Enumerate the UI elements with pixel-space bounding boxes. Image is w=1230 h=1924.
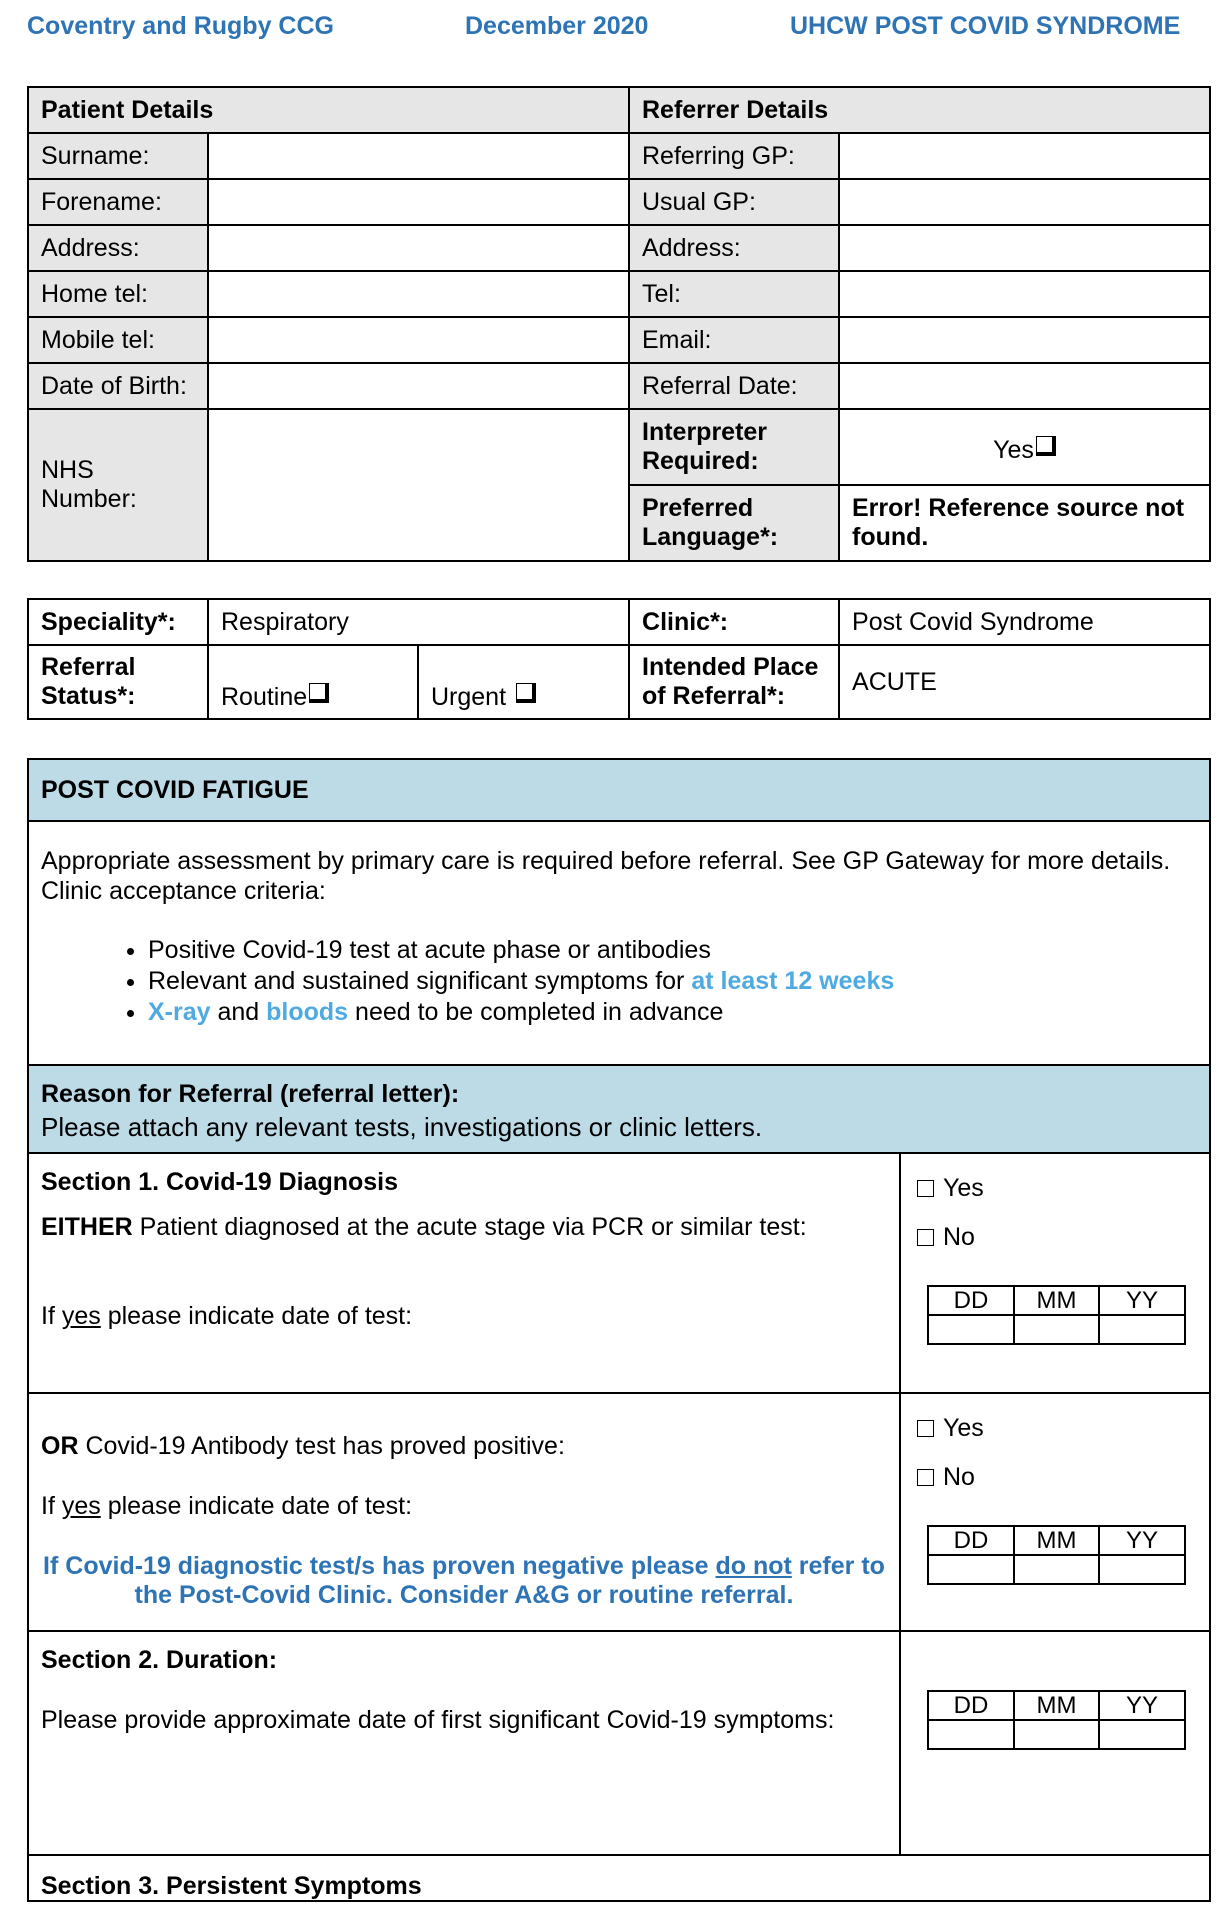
dd-field[interactable] <box>928 1315 1014 1344</box>
referring-gp-label: Referring GP: <box>629 133 839 179</box>
referral-date-field[interactable] <box>839 363 1210 409</box>
mm-header: MM <box>1014 1691 1099 1720</box>
criteria-list <box>41 935 1197 1028</box>
referrer-details-heading: Referrer Details <box>629 87 1210 133</box>
mm-field[interactable] <box>1014 1720 1099 1749</box>
fatigue-table <box>27 758 1211 1902</box>
mm-header: MM <box>1014 1526 1099 1555</box>
surname-field[interactable] <box>208 133 629 179</box>
interpreter-label: Interpreter Required: <box>629 409 839 485</box>
criteria-item: • Relevant and sustained significant symptoms for at least 12 weeks <box>148 966 1197 997</box>
referral-table <box>27 598 1211 720</box>
referrer-address-label: Address: <box>629 225 839 271</box>
mm-field[interactable] <box>1014 1555 1099 1584</box>
usual-gp-field[interactable] <box>839 179 1210 225</box>
or-date-grid <box>927 1525 1186 1585</box>
or-yes-option[interactable]: Yes <box>917 1414 984 1443</box>
either-no-checkbox[interactable] <box>917 1229 934 1246</box>
surname-label: Surname: <box>28 133 208 179</box>
urgent-label: Urgent <box>431 683 507 711</box>
preferred-language-label: Preferred Language*: <box>629 485 839 561</box>
either-date-grid <box>927 1285 1186 1345</box>
usual-gp-label: Usual GP: <box>629 179 839 225</box>
either-yes-checkbox[interactable] <box>917 1180 934 1197</box>
preferred-language-value: Error! Reference source not found. <box>839 485 1210 561</box>
patient-details-heading: Patient Details <box>28 87 629 133</box>
referring-gp-field[interactable] <box>839 133 1210 179</box>
negative-test-warning: If Covid-19 diagnostic test/s has proven negative please do not refer to the Post-Covid Clinic. Consider A&G or routine referral. <box>43 1552 885 1609</box>
section2-answers <box>900 1631 1210 1855</box>
referrer-address-field[interactable] <box>839 225 1210 271</box>
section1-title: Section 1. Covid-19 Diagnosis <box>41 1168 399 1196</box>
section2 <box>28 1631 900 1855</box>
home-tel-field[interactable] <box>208 271 629 317</box>
interpreter-yes-label: Yes <box>993 435 1034 464</box>
clinic-label: Clinic*: <box>629 599 839 645</box>
mm-header: MM <box>1014 1286 1099 1315</box>
referral-status-label: Referral Status*: <box>28 645 208 719</box>
yy-field[interactable] <box>1099 1720 1185 1749</box>
header-date: December 2020 <box>465 12 649 40</box>
dd-header: DD <box>928 1691 1014 1720</box>
referrer-tel-field[interactable] <box>839 271 1210 317</box>
reason-heading: Reason for Referral (referral letter): <box>41 1080 460 1108</box>
or-text: OR Covid-19 Antibody test has proved positive: <box>41 1432 565 1460</box>
dob-field[interactable] <box>208 363 629 409</box>
header-org: Coventry and Rugby CCG <box>27 12 334 40</box>
section1-or-answers <box>900 1393 1210 1631</box>
nhs-number-label: NHS Number: <box>28 409 208 561</box>
email-label: Email: <box>629 317 839 363</box>
mobile-tel-label: Mobile tel: <box>28 317 208 363</box>
clinic-value: Post Covid Syndrome <box>839 599 1210 645</box>
criteria-item: • Positive Covid-19 test at acute phase or antibodies <box>148 935 1197 966</box>
patient-address-label: Address: <box>28 225 208 271</box>
or-no-option[interactable]: No <box>917 1463 975 1492</box>
dd-field[interactable] <box>928 1720 1014 1749</box>
either-yes-option[interactable]: Yes <box>917 1174 984 1203</box>
yy-field[interactable] <box>1099 1555 1185 1584</box>
fatigue-intro: Appropriate assessment by primary care is required before referral. See GP Gateway for more details. Clinic acceptance criteria: <box>41 847 1171 905</box>
either-no-option[interactable]: No <box>917 1223 975 1252</box>
either-date-prompt: If yes please indicate date of test: <box>41 1302 413 1330</box>
referrer-tel-label: Tel: <box>629 271 839 317</box>
nhs-number-field[interactable] <box>208 409 629 561</box>
urgent-option <box>418 645 629 719</box>
routine-checkbox[interactable] <box>309 683 329 703</box>
section2-title: Section 2. Duration: <box>41 1646 278 1674</box>
symptoms-date-grid <box>927 1690 1186 1750</box>
referral-date-label: Referral Date: <box>629 363 839 409</box>
urgent-checkbox[interactable] <box>516 683 536 703</box>
header-title: UHCW POST COVID SYNDROME <box>790 12 1181 40</box>
dd-field[interactable] <box>928 1555 1014 1584</box>
or-date-prompt: If yes please indicate date of test: <box>41 1492 413 1520</box>
intended-place-label: Intended Place of Referral*: <box>629 645 839 719</box>
section2-text: Please provide approximate date of first significant Covid-19 symptoms: <box>41 1706 835 1734</box>
section1-either-answers <box>900 1153 1210 1393</box>
dob-label: Date of Birth: <box>28 363 208 409</box>
dd-header: DD <box>928 1526 1014 1555</box>
section3-title: Section 3. Persistent Symptoms <box>28 1855 1210 1901</box>
reason-subtext: Please attach any relevant tests, investigations or clinic letters. <box>41 1112 763 1142</box>
forename-field[interactable] <box>208 179 629 225</box>
yy-field[interactable] <box>1099 1315 1185 1344</box>
forename-label: Forename: <box>28 179 208 225</box>
routine-label: Routine <box>221 683 308 711</box>
dd-header: DD <box>928 1286 1014 1315</box>
section1-or <box>28 1393 900 1631</box>
reason-for-referral <box>28 1065 1210 1153</box>
criteria-item: • X-ray and bloods need to be completed in advance <box>148 997 1197 1028</box>
yy-header: YY <box>1099 1691 1185 1720</box>
mobile-tel-field[interactable] <box>208 317 629 363</box>
yy-header: YY <box>1099 1286 1185 1315</box>
speciality-value: Respiratory <box>208 599 629 645</box>
yy-header: YY <box>1099 1526 1185 1555</box>
details-table <box>27 86 1211 562</box>
or-no-checkbox[interactable] <box>917 1469 934 1486</box>
patient-address-field[interactable] <box>208 225 629 271</box>
section1-either <box>28 1153 900 1393</box>
or-yes-checkbox[interactable] <box>917 1420 934 1437</box>
speciality-label: Speciality*: <box>28 599 208 645</box>
mm-field[interactable] <box>1014 1315 1099 1344</box>
home-tel-label: Home tel: <box>28 271 208 317</box>
intended-place-value: ACUTE <box>839 645 1210 719</box>
routine-option <box>208 645 418 719</box>
interpreter-field <box>839 409 1210 485</box>
email-field[interactable] <box>839 317 1210 363</box>
fatigue-heading: POST COVID FATIGUE <box>28 759 1210 821</box>
interpreter-checkbox[interactable] <box>1036 436 1056 456</box>
either-text: EITHER Patient diagnosed at the acute stage via PCR or similar test: <box>41 1213 807 1241</box>
fatigue-criteria <box>28 821 1210 1065</box>
